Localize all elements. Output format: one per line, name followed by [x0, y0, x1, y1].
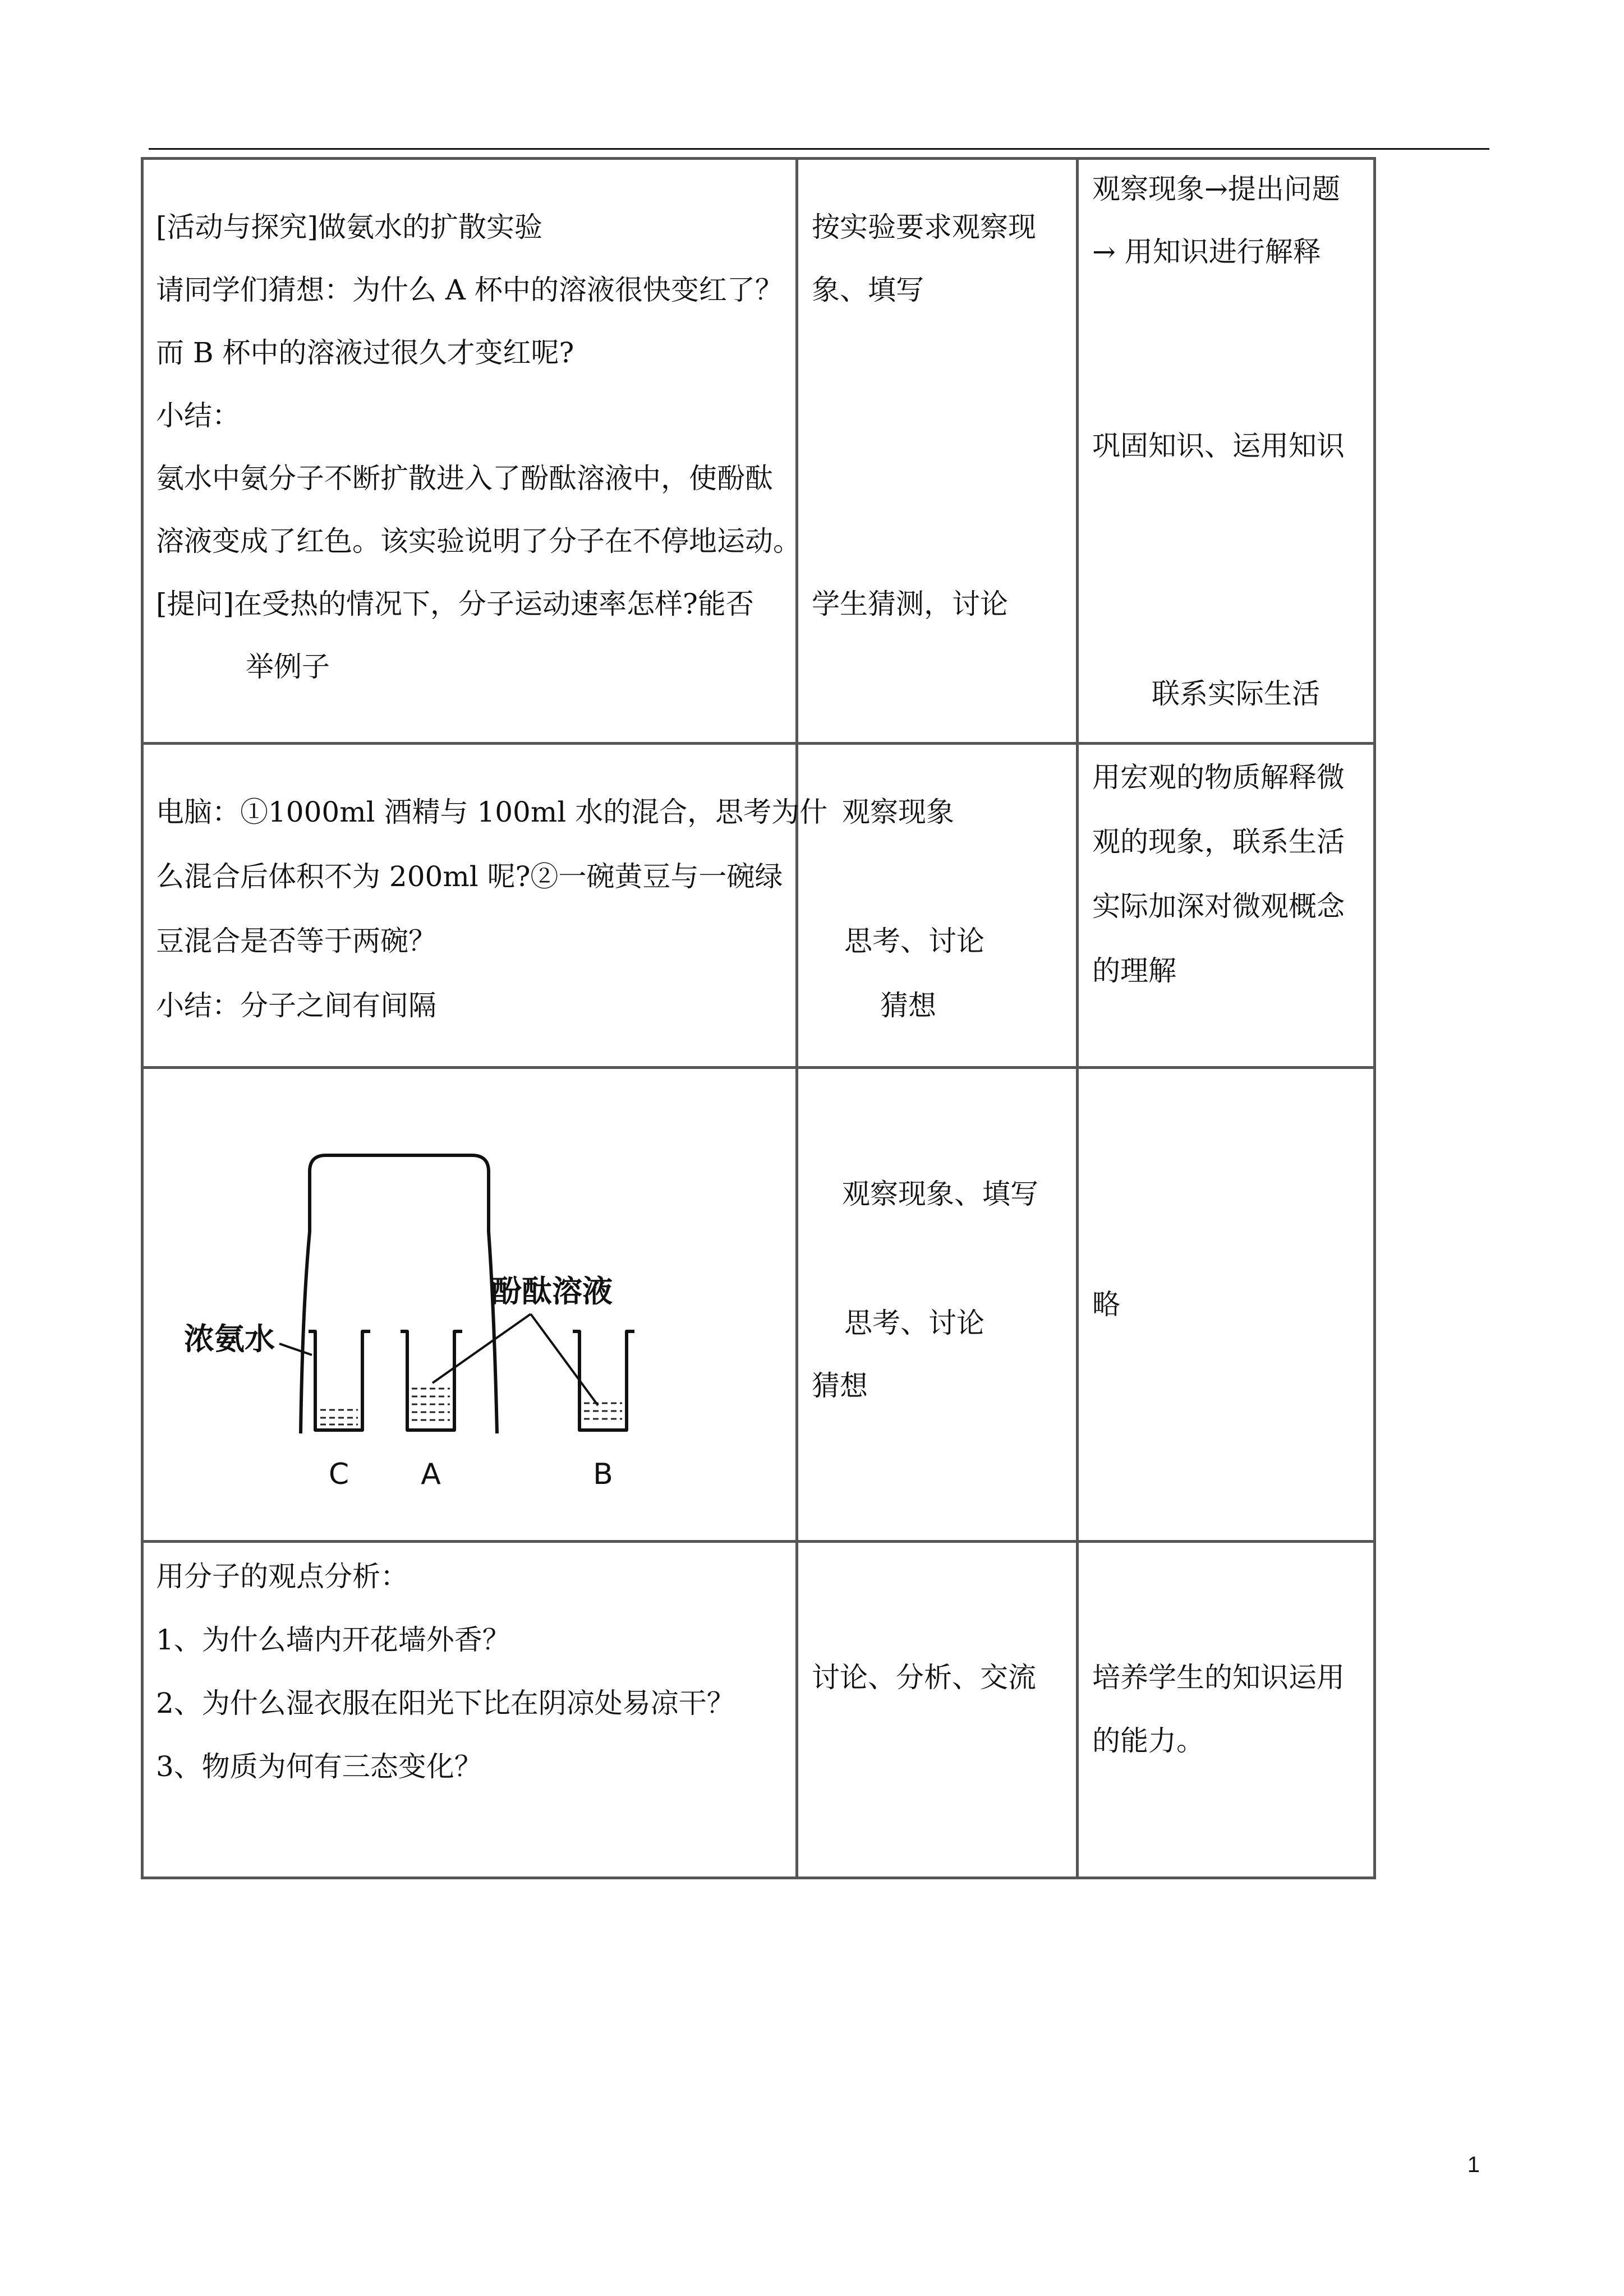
label-phenolphthalein: 酚酞溶液	[491, 1274, 613, 1309]
text-line: 2、为什么湿衣服在阳光下比在阴凉处易凉干？	[156, 1687, 735, 1719]
student-activity-cell	[797, 1542, 1078, 1878]
text-line: 猜想	[812, 1370, 868, 1402]
text-line: → 用知识进行解释	[1092, 236, 1321, 268]
text-line: 猜想	[880, 989, 936, 1022]
content-cell	[142, 1542, 797, 1878]
ammonia-diffusion-figure	[144, 1069, 794, 1540]
text-line: 3、物质为何有三态变化？	[156, 1750, 482, 1783]
figure-cell	[142, 1068, 797, 1542]
cup-label-a: A	[421, 1458, 441, 1491]
header-rule	[149, 148, 1489, 150]
text-line: 思考、讨论	[844, 925, 984, 957]
text-line: 实际加深对微观概念	[1092, 890, 1345, 923]
text-line: 观察现象→提出问题	[1092, 173, 1340, 205]
text-line: 巩固知识、运用知识	[1092, 430, 1345, 462]
content-cell	[142, 744, 828, 1068]
text-line: 溶液变成了红色。该实验说明了分子在不停地运动。	[156, 525, 801, 557]
design-intent-cell	[1078, 1542, 1375, 1878]
cup-label-c: C	[328, 1458, 349, 1491]
text-line: 小结：	[156, 399, 240, 432]
student-activity-cell	[797, 1068, 1078, 1542]
table-row	[142, 1542, 1375, 1878]
text-line: 氨水中氨分子不断扩散进入了酚酞溶液中，使酚酞	[156, 462, 773, 495]
table-row	[142, 1068, 1375, 1542]
text-line: 用宏观的物质解释微	[1092, 761, 1345, 794]
label-ammonia: 浓氨水	[184, 1321, 275, 1357]
table-row	[142, 159, 1375, 744]
text-line: 培养学生的知识运用	[1092, 1661, 1345, 1694]
text-line: 讨论、分析、交流	[812, 1661, 1036, 1694]
text-line: 么混合后体积不为 200ml 呢?②一碗黄豆与一碗绿	[156, 860, 783, 893]
design-intent-cell	[1078, 1068, 1375, 1542]
text-line: 举例子	[246, 651, 330, 683]
beaker-c	[309, 1331, 370, 1430]
beaker-a	[401, 1331, 462, 1430]
lesson-plan-table	[141, 157, 1376, 1879]
text-line: 按实验要求观察现	[812, 211, 1036, 243]
student-activity-cell	[797, 744, 1078, 1068]
text-line: [活动与探究]做氨水的扩散实验	[156, 211, 543, 243]
text-line: 用分子的观点分析：	[156, 1560, 408, 1593]
text-line: 的能力。	[1092, 1725, 1204, 1757]
text-line: 的理解	[1092, 955, 1176, 987]
student-activity-cell	[797, 159, 1078, 744]
cup-label-b: B	[593, 1458, 613, 1491]
text-line: 略	[1092, 1288, 1120, 1321]
text-line: 1、为什么墙内开花墙外香？	[156, 1624, 510, 1656]
text-line: 请同学们猜想：为什么 A 杯中的溶液很快变红了？	[156, 274, 783, 306]
text-line: 而 B 杯中的溶液过很久才变红呢?	[156, 336, 574, 369]
design-intent-cell	[1078, 744, 1375, 1068]
design-intent-cell	[1078, 159, 1375, 744]
text-line: 象、填写	[812, 274, 924, 306]
table-row	[142, 744, 1375, 1068]
page-number: 1	[1467, 2152, 1480, 2177]
beaker-b	[573, 1331, 634, 1430]
text-line: 小结：分子之间有间隔	[156, 989, 436, 1022]
text-line: 观察现象	[842, 796, 954, 828]
text-line: 豆混合是否等于两碗？	[156, 925, 436, 957]
content-cell	[142, 159, 801, 744]
text-line: 思考、讨论	[844, 1307, 984, 1339]
text-line: [提问]在受热的情况下，分子运动速率怎样?能否	[156, 588, 754, 620]
text-line: 联系实际生活	[1152, 677, 1320, 710]
text-line: 学生猜测，讨论	[812, 588, 1008, 620]
text-line: 观察现象、填写	[842, 1178, 1038, 1210]
bell-jar	[301, 1155, 497, 1433]
text-line: 电脑：①1000ml 酒精与 100ml 水的混合，思考为什	[156, 796, 828, 828]
text-line: 观的现象，联系生活	[1092, 826, 1345, 858]
